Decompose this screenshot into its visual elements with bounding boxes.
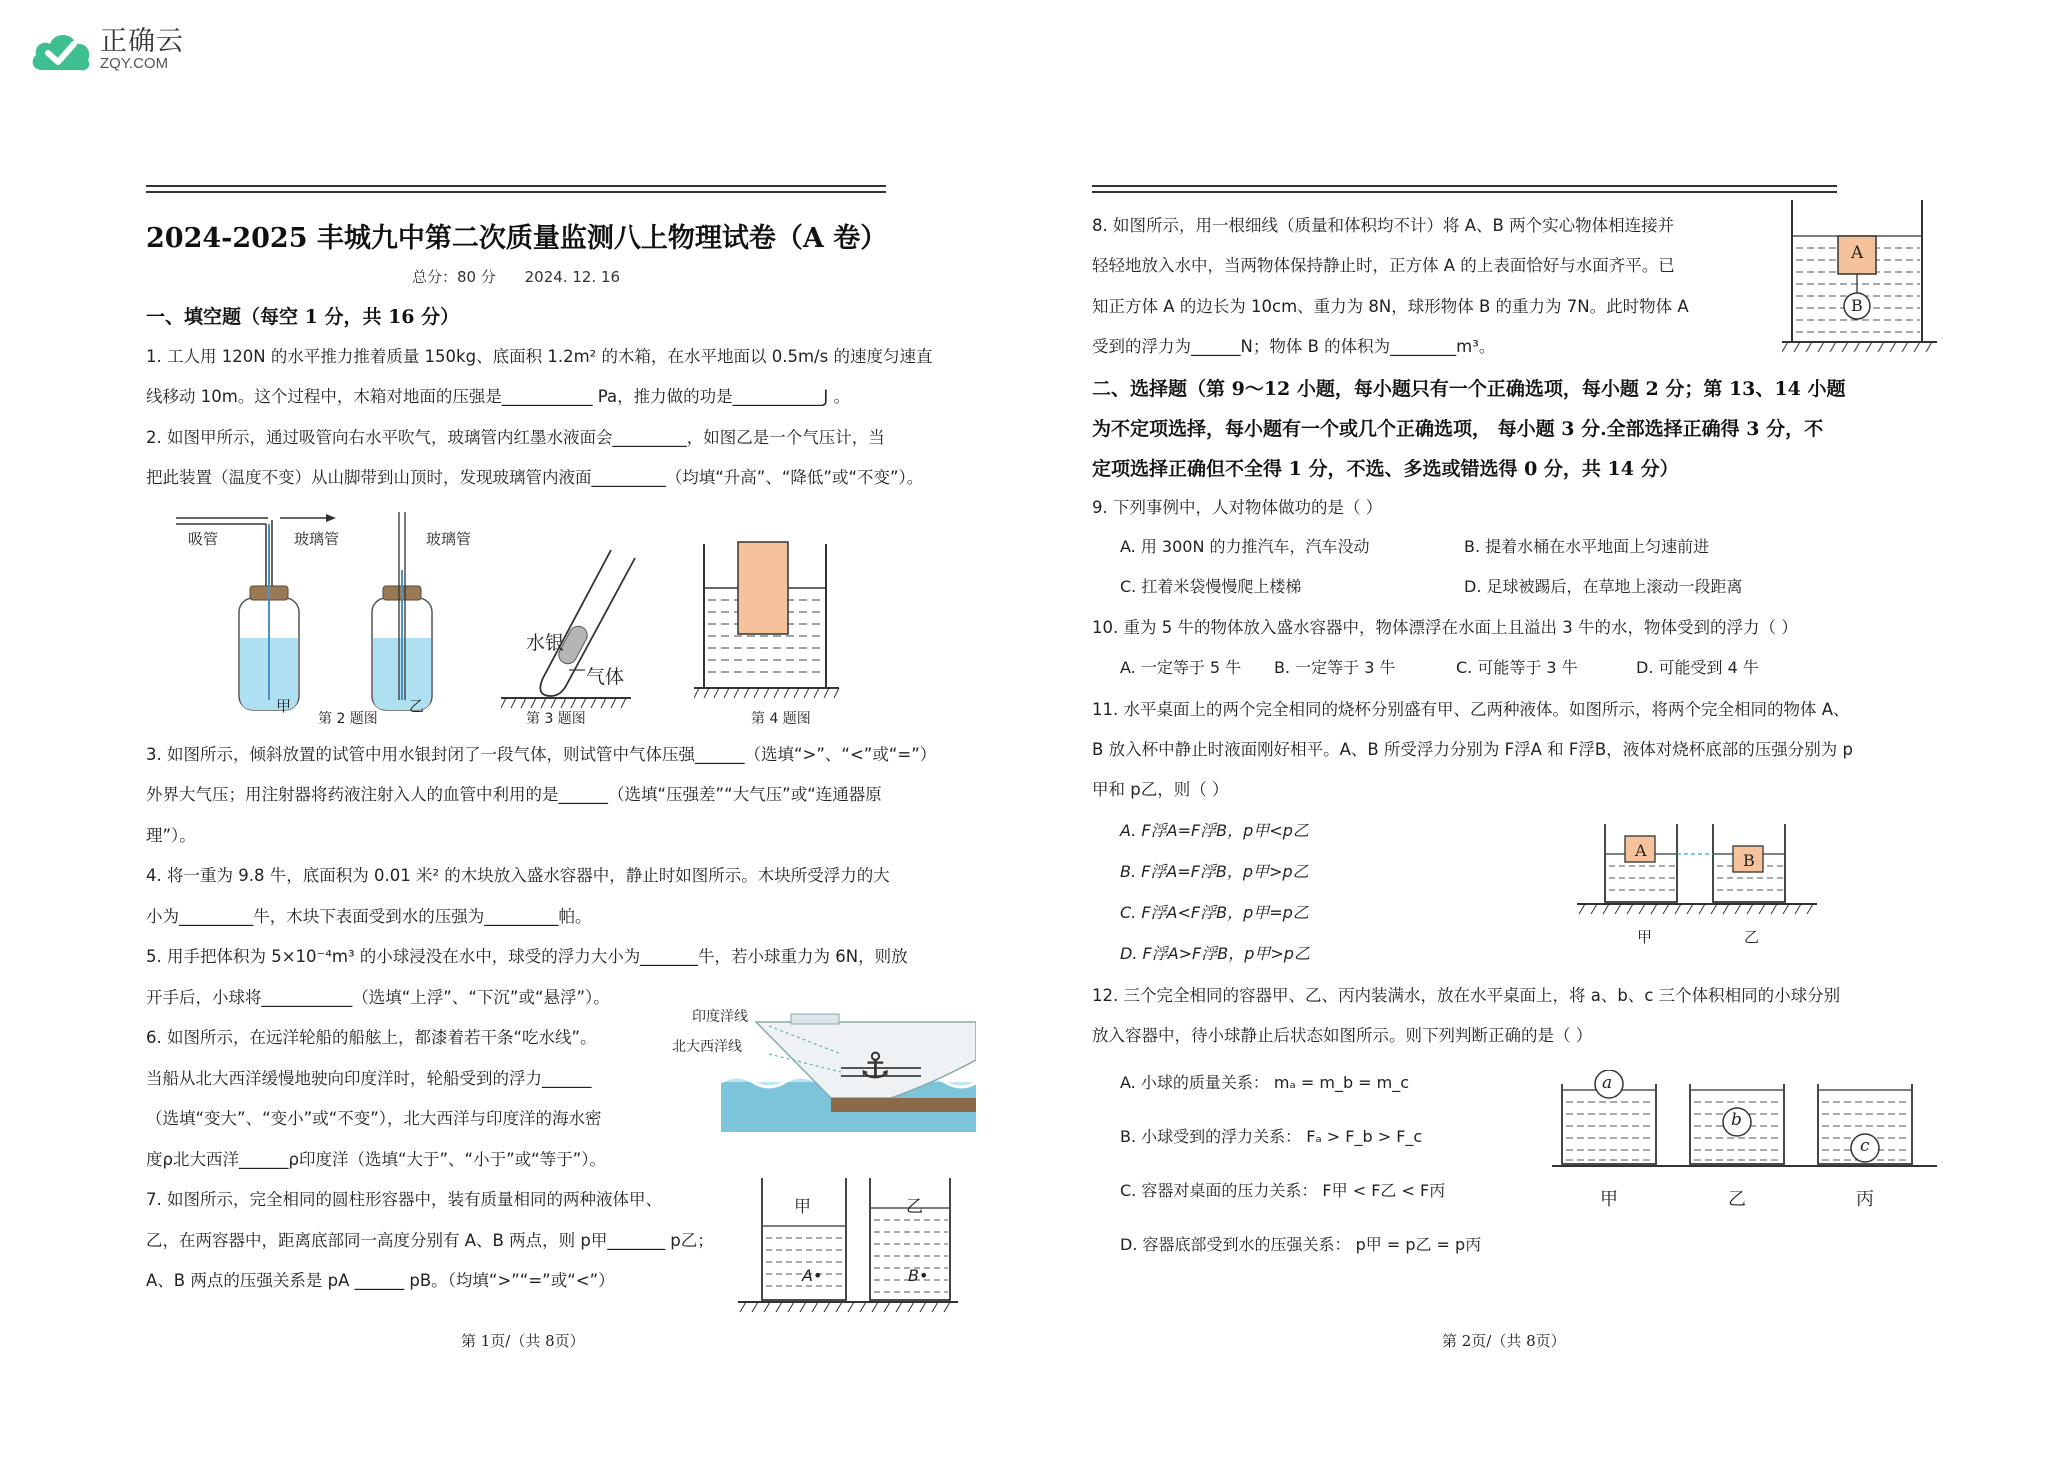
figure-2-caption: 第 2 题图 [318, 711, 378, 727]
ball-b-label: b [1731, 1110, 1742, 1130]
q11-option-c[interactable]: C. F浮A<F浮B，p甲=p乙 [1120, 903, 1309, 922]
object-B-label: B [1743, 851, 1755, 870]
question-10: 10. 重为 5 牛的物体放入盛水容器中，物体漂浮在水面上且溢出 3 牛的水，物体受到的浮力（ ） [1092, 618, 1798, 637]
question-12-line-1: 12. 三个完全相同的容器甲、乙、丙内装满水，放在水平桌面上，将 a、b、c 三个体积相同的小球分别 [1092, 986, 1841, 1005]
question-3-line-1: 3. 如图所示，倾斜放置的试管中用水银封闭了一段气体，则试管中气体压强______（选填“>”、“<”或“=”） [146, 745, 937, 764]
q12-option-a[interactable]: A. 小球的质量关系： mₐ = m_b = m_c [1120, 1073, 1410, 1092]
svg-text:⚓: ⚓ [859, 1046, 892, 1087]
cloud-check-icon [28, 26, 94, 74]
q10-option-b[interactable]: B. 一定等于 3 牛 [1274, 658, 1396, 677]
exam-date: 2024. 12. 16 [524, 268, 621, 286]
question-1-line-1: 1. 工人用 120N 的水平推力推着质量 150kg、底面积 1.2m² 的木箱，在水平地面以 0.5m/s 的速度匀速直 [146, 347, 933, 366]
section-choice-line-1: 二、选择题（第 9～12 小题，每小题只有一个正确选项，每小题 2 分；第 13、14 小题 [1092, 378, 1846, 400]
q11-option-a[interactable]: A. F浮A=F浮B，p甲<p乙 [1120, 821, 1309, 840]
total-score: 总分：80 分 [411, 268, 496, 286]
point-A: A• [802, 1266, 823, 1285]
q9-option-a[interactable]: A. 用 300N 的力推汽车，汽车没动 [1120, 537, 1370, 556]
page-footer: 第 2页/（共 8页） [1442, 1332, 1566, 1350]
label-jia: 甲 [276, 697, 292, 715]
q12-option-c[interactable]: C. 容器对桌面的压力关系： F甲 < F乙 < F丙 [1120, 1181, 1446, 1200]
label-container-jia: 甲 [794, 1197, 811, 1217]
section-fill-blank: 一、填空题（每空 1 分，共 16 分） [146, 306, 460, 328]
figure-8 [1782, 200, 1942, 360]
question-1-line-2: 线移动 10m。这个过程中，木箱对地面的压强是___________ Pa，推力做的功是___________J 。 [146, 387, 850, 406]
top-rule [146, 185, 886, 193]
question-6-line-2: 当船从北大西洋缓慢地驶向印度洋时，轮船受到的浮力______ [146, 1069, 592, 1088]
site-logo [28, 26, 184, 74]
label-glass-tube-1: 玻璃管 [294, 530, 340, 548]
exam-page-2 [1092, 180, 1944, 1370]
ball-a-label: a [1602, 1073, 1613, 1093]
logo-name: 正确云 [100, 25, 184, 57]
exam-page-1 [146, 180, 976, 1370]
question-8-line-2: 轻轻地放入水中，当两物体保持静止时，正方体 A 的上表面恰好与水面齐平。已 [1092, 256, 1675, 275]
container-yi-label: 乙 [1728, 1189, 1746, 1210]
question-7-line-2: 乙，在两容器中，距离底部同一高度分别有 A、B 两点，则 p甲_______ p乙； [146, 1231, 714, 1250]
beaker-yi-label: 乙 [1744, 928, 1760, 946]
question-8-line-1: 8. 如图所示，用一根细线（质量和体积均不计）将 A、B 两个实心物体相连接并 [1092, 216, 1675, 235]
label-yi: 乙 [409, 697, 425, 715]
question-8-line-4: 受到的浮力为______N；物体 B 的体积为________m³。 [1092, 337, 1496, 356]
q12-option-d[interactable]: D. 容器底部受到水的压强关系： p甲 = p乙 = p丙 [1120, 1235, 1482, 1254]
load-line-pointers [721, 1012, 976, 1132]
question-3-line-2: 外界大气压；用注射器将药液注射入人的血管中利用的是______（选填“压强差”“大气压”或“连通器原 [146, 785, 882, 804]
question-6-line-4: 度ρ北大西洋______ρ印度洋（选填“大于”、“小于”或“等于”）。 [146, 1150, 606, 1169]
object-A-label: A [1635, 841, 1647, 860]
figure-11 [1577, 820, 1827, 920]
ball-c-label: c [1860, 1136, 1870, 1156]
q11-option-d[interactable]: D. F浮A>F浮B，p甲>p乙 [1120, 944, 1310, 963]
question-11-line-3: 甲和 p乙，则（ ） [1092, 780, 1229, 799]
logo-domain: ZQY.COM [100, 55, 169, 73]
figure-4-caption: 第 4 题图 [751, 711, 811, 727]
question-7-line-1: 7. 如图所示，完全相同的圆柱形容器中，装有质量相同的两种液体甲、 [146, 1190, 662, 1209]
point-B: B• [908, 1266, 929, 1285]
question-6-line-1: 6. 如图所示，在远洋轮船的船舷上，都漆着若干条“吃水线”。 [146, 1028, 597, 1047]
question-2-line-1: 2. 如图甲所示，通过吸管向右水平吹气，玻璃管内红墨水液面会_________，如图乙是一个气压计，当 [146, 428, 885, 447]
question-5-line-1: 5. 用手把体积为 5×10⁻⁴m³ 的小球浸没在水中，球受的浮力大小为_______牛，若小球重力为 6N，则放 [146, 947, 908, 966]
question-4-line-2: 小为_________牛，木块下表面受到水的压强为_________帕。 [146, 907, 592, 926]
section-choice-line-2: 为不定项选择，每小题有一个或几个正确选项， 每小题 3 分.全部选择正确得 3 分，不 [1092, 418, 1824, 440]
exam-title: 2024-2025 丰城九中第二次质量监测八上物理试卷（A 卷） [146, 223, 888, 254]
q9-option-b[interactable]: B. 提着水桶在水平地面上匀速前进 [1464, 537, 1710, 556]
figure-7 [738, 1178, 958, 1318]
section-choice-line-3: 定项选择正确但不全得 1 分，不选、多选或错选得 0 分，共 14 分） [1092, 458, 1679, 480]
top-rule [1092, 185, 1837, 193]
q9-option-d[interactable]: D. 足球被踢后，在草地上滚动一段距离 [1464, 577, 1743, 596]
question-5-line-2: 开手后，小球将___________（选填“上浮”、“下沉”或“悬浮”）。 [146, 988, 610, 1007]
question-7-line-3: A、B 两点的压强关系是 pA ______ pB。（均填“>”“=”或“<”） [146, 1271, 615, 1290]
q10-option-a[interactable]: A. 一定等于 5 牛 [1120, 658, 1242, 677]
label-indian-ocean-line: 印度洋线 [692, 1009, 748, 1025]
question-12-line-2: 放入容器中，待小球静止后状态如图所示。则下列判断正确的是（ ） [1092, 1026, 1593, 1045]
label-straw: 吸管 [188, 530, 219, 548]
q10-option-c[interactable]: C. 可能等于 3 牛 [1456, 658, 1578, 677]
question-8-line-3: 知正方体 A 的边长为 10cm、重力为 8N，球形物体 B 的重力为 7N。此时物体 A [1092, 297, 1689, 316]
label-glass-tube-2: 玻璃管 [426, 530, 472, 548]
page-footer: 第 1页/（共 8页） [461, 1332, 585, 1350]
question-2-line-2: 把此装置（温度不变）从山脚带到山顶时，发现玻璃管内液面_________（均填“升高”、“降低”或“不变”）。 [146, 468, 924, 487]
figure-3-caption: 第 3 题图 [526, 711, 586, 727]
q10-option-d[interactable]: D. 可能受到 4 牛 [1636, 658, 1759, 677]
question-11-line-1: 11. 水平桌面上的两个完全相同的烧杯分别盛有甲、乙两种液体。如图所示，将两个完全相同的物体 A、 [1092, 700, 1850, 719]
q11-option-b[interactable]: B. F浮A=F浮B，p甲>p乙 [1120, 862, 1309, 881]
label-north-atlantic-line: 北大西洋线 [672, 1039, 742, 1055]
question-4-line-1: 4. 将一重为 9.8 牛，底面积为 0.01 米² 的木块放入盛水容器中，静止时如图所示。木块所受浮力的大 [146, 866, 890, 885]
container-jia-label: 甲 [1600, 1189, 1618, 1210]
label-gas: 气体 [586, 666, 625, 688]
container-bing-label: 丙 [1856, 1189, 1874, 1210]
label-container-yi: 乙 [906, 1197, 923, 1217]
ball-B-label: B [1851, 296, 1863, 315]
q12-option-b[interactable]: B. 小球受到的浮力关系： Fₐ > F_b > F_c [1120, 1127, 1423, 1146]
q9-option-c[interactable]: C. 扛着米袋慢慢爬上楼梯 [1120, 577, 1302, 596]
exam-subtitle [146, 266, 886, 287]
figure-4 [694, 538, 854, 703]
question-6-line-3: （选填“变大”、“变小”或“不变”），北大西洋与印度洋的海水密 [146, 1109, 602, 1128]
question-11-line-2: B 放入杯中静止时液面刚好相平。A、B 所受浮力分别为 F浮A 和 F浮B，液体对烧杯底部的压强分别为 p [1092, 740, 1853, 759]
label-mercury: 水银 [526, 632, 565, 654]
block-A-label: A [1851, 243, 1864, 263]
beaker-jia-label: 甲 [1637, 928, 1653, 946]
question-3-line-3: 理”）。 [146, 826, 196, 845]
question-9: 9. 下列事例中，人对物体做功的是（ ） [1092, 498, 1383, 517]
